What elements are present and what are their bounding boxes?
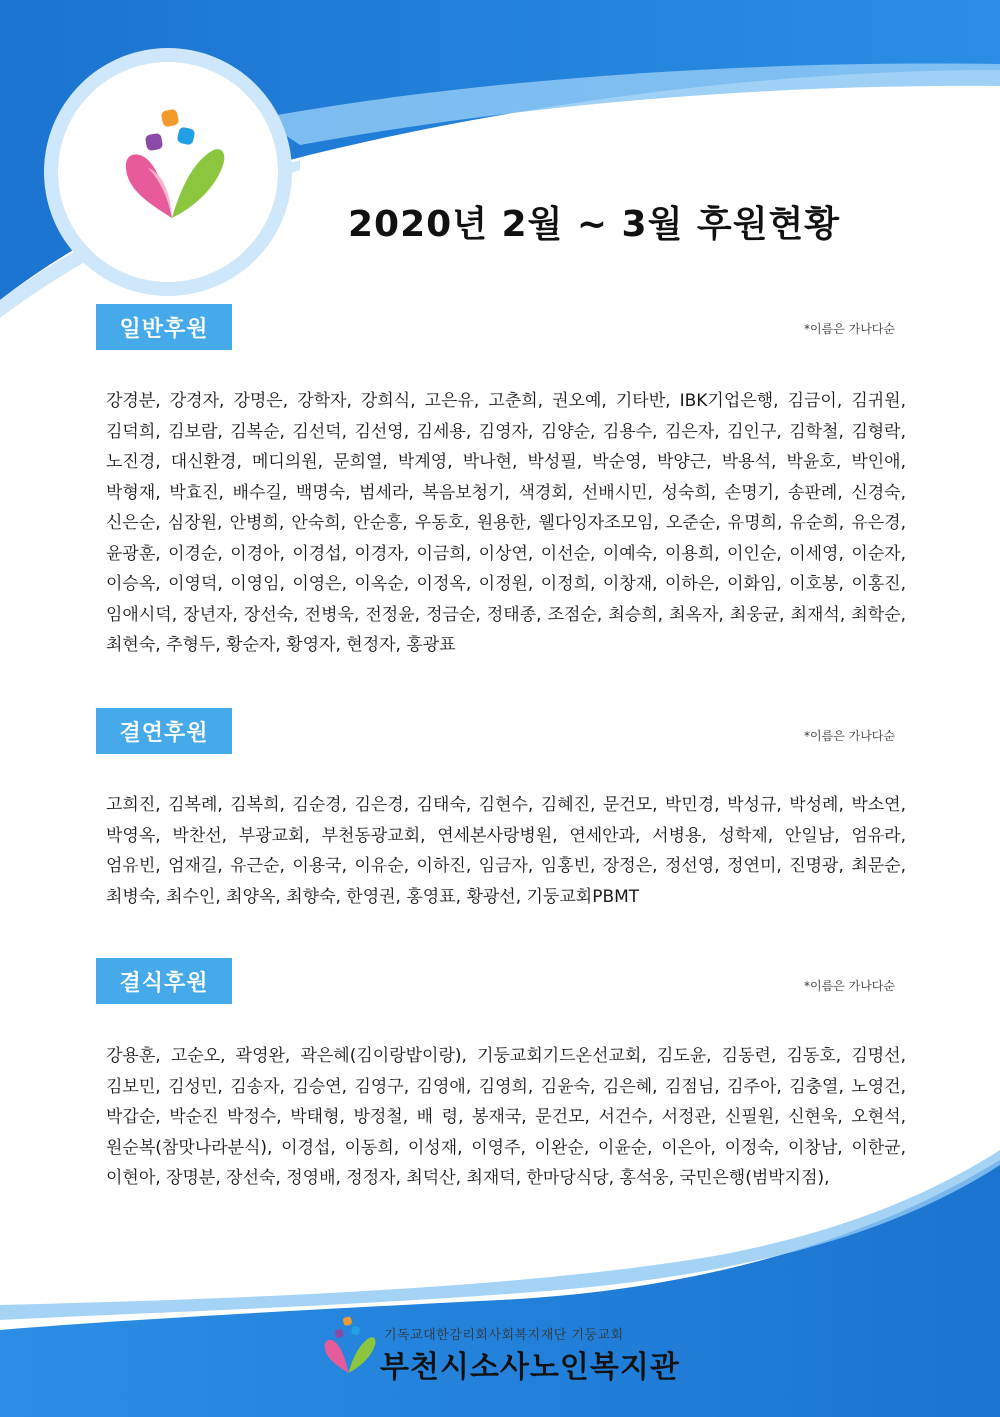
donor-list-meal: 강용훈, 고순오, 곽영완, 곽은혜(김이랑밥이랑), 기둥교회기드온선교회, 김도윤, 김동련, 김동호, 김명선, 김보민, 김성민, 김송자, 김승연, 김영구, 김영애, 김영희, 김윤숙, 김은혜, 김점님, 김주아, 김충열, 노영건, 박갑순, 박순진 박정수, 박태형, 방정철, 배 령, 봉재국, 문건모, 서건수, 서정관, 신필원, 신현욱, 오현석, 원순복(참맛나라분식), 이경섭, 이동희, 이성재, 이영주, 이완순, 이윤순, 이은아, 이정숙, 이창남, 이한균, 이현아, 장명분, 장선숙, 정영배, 정정자, 최덕산, 최재덕, 한마당식당, 홍석웅, 국민은행(범박지점), xyxy=(106,1046,906,1188)
footer-logo-icon xyxy=(320,1316,378,1378)
donor-list-sponsorship: 고희진, 김복례, 김복희, 김순경, 김은경, 김태숙, 김현수, 김혜진, 문건모, 박민경, 박성규, 박성례, 박소연, 박영옥, 박찬선, 부광교회, 부천동광교회, 연세본사랑병원, 연세안과, 서병용, 성학제, 안일남, 엄유라, 엄유빈, 엄재길, 유근순, 이용국, 이유순, 이하진, 임금자, 임홍빈, 장정은, 정선영, 정연미, 진명광, 최문순, 최병숙, 최수인, 최양옥, 최향숙, 한영권, 홍영표, 황광선, 기둥교회PBMT xyxy=(106,795,906,907)
sort-note: *이름은 가나다순 xyxy=(804,979,895,993)
donor-list-general: 강경분, 강경자, 강명은, 강학자, 강희식, 고은유, 고춘희, 권오예, 기타반, IBK기업은행, 김금이, 김귀원, 김덕희, 김보람, 김복순, 김선덕, 김선영, 김세용, 김영자, 김양순, 김용수, 김은자, 김인구, 김학철, 김형락, 노진경, 대신환경, 메디의원, 문희열, 박계영, 박나현, 박성필, 박순영, 박양근, 박용석, 박윤호, 박인애, 박형재, 박효진, 배수길, 백명숙, 범세라, 복음보청기, 색경회, 선배시민, 성숙희, 손명기, 송판례, 신경숙, 신은순, 심장원, 안병희, 안숙희, 안순흥, 우동호, 원용한, 웰다잉자조모임, 오준순, 유명희, 유순희, 유은경, 윤광훈, 이경순, 이경아, 이경섭, 이경자, 이금희, 이상연, 이선순, 이예숙, 이용희, 이인순, 이세영, 이순자, 이승옥, 이영덕, 이영임, 이영은, 이옥순, 이정옥, 이정원, 이정희, 이창재, 이하은, 이화임, 이호봉, 이홍진, 임애시덕, 장년자, 장선숙, 전병욱, 전정윤, 정금순, 정태종, 조점순, 최승희, 최옥자, 최웅균, 최재석, 최학순, 최현숙, 추형두, 황순자, 황영자, 현정자, 홍광표 xyxy=(106,391,906,655)
page-title: 2020년 2월 ~ 3월 후원현황 xyxy=(348,204,841,245)
logo-heart-icon xyxy=(118,108,228,228)
footer-center-name: 부천시소사노인복지관 xyxy=(380,1350,680,1385)
sort-note: *이름은 가나다순 xyxy=(804,322,895,336)
section-badge-sponsorship: 결연후원 xyxy=(96,708,232,754)
section-badge-meal: 결식후원 xyxy=(96,958,232,1004)
sort-note: *이름은 가나다순 xyxy=(804,729,895,743)
section-badge-general: 일반후원 xyxy=(96,304,232,350)
footer-organization: 기독교대한감리회사회복지재단 기둥교회 xyxy=(384,1328,624,1343)
